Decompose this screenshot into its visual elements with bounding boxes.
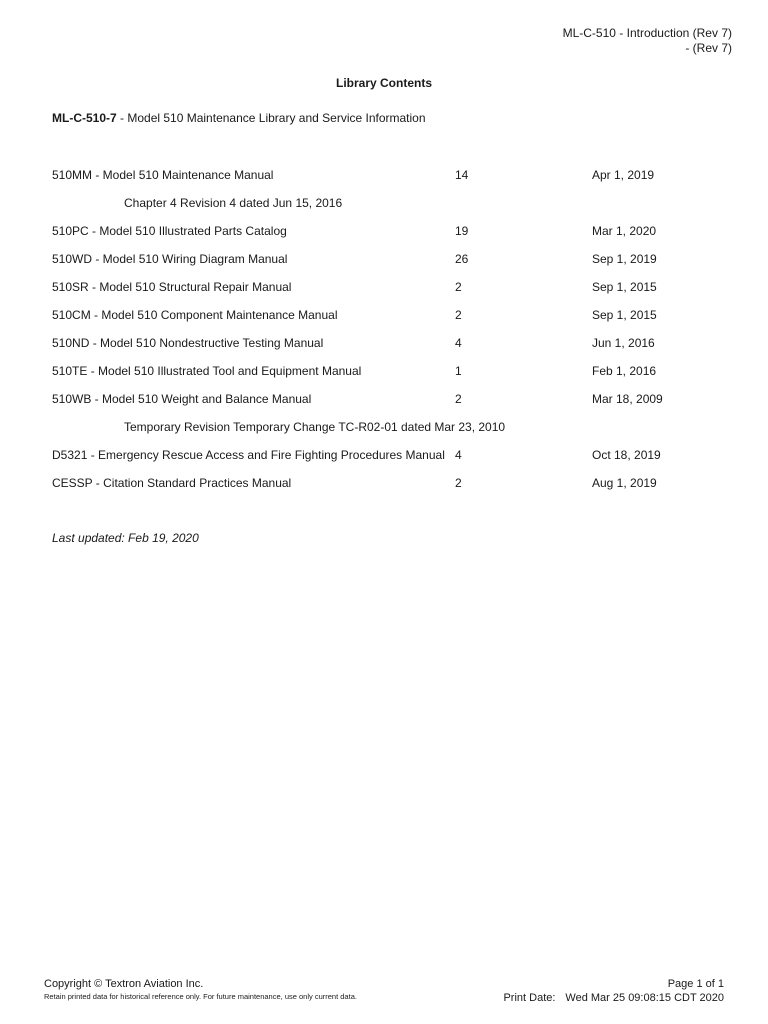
manual-date: Mar 18, 2009: [592, 392, 663, 406]
footer-right: [503, 977, 724, 1005]
manual-revision: 2: [455, 280, 462, 294]
manual-date: Sep 1, 2015: [592, 308, 657, 322]
manual-revision: 4: [455, 448, 462, 462]
manual-revision: 26: [455, 252, 469, 266]
list-item: [0, 245, 768, 273]
library-code: ML-C-510-7: [52, 111, 117, 125]
manual-revision: 4: [455, 336, 462, 350]
manual-date: Mar 1, 2020: [592, 224, 657, 238]
list-item-note: [0, 413, 768, 441]
manual-name: CESSP - Citation Standard Practices Manual: [52, 476, 292, 490]
list-item: [0, 161, 768, 189]
manual-name: 510CM - Model 510 Component Maintenance Manual: [52, 308, 338, 322]
last-updated: Last updated: Feb 19, 2020: [52, 531, 199, 545]
retention-notice: Retain printed data for historical reference only. For future maintenance, use only current data.: [44, 992, 357, 1001]
manual-name: 510MM - Model 510 Maintenance Manual: [52, 168, 274, 182]
manual-date: Sep 1, 2019: [592, 252, 657, 266]
document-reference: [563, 26, 732, 56]
copyright-notice: Copyright © Textron Aviation Inc.: [44, 978, 204, 990]
manual-date: Aug 1, 2019: [592, 476, 657, 490]
list-item: [0, 329, 768, 357]
library-heading: [52, 111, 426, 125]
manual-date: Jun 1, 2016: [592, 336, 655, 350]
list-item: [0, 301, 768, 329]
footer-left: [44, 977, 357, 1003]
print-date-value: Wed Mar 25 09:08:15 CDT 2020: [565, 992, 724, 1004]
list-item: [0, 273, 768, 301]
list-item: [0, 441, 768, 469]
print-date-label: Print Date:: [503, 992, 556, 1004]
manual-name: D5321 - Emergency Rescue Access and Fire Fighting Procedures Manual: [52, 448, 445, 462]
document-reference-line-1: ML-C-510 - Introduction (Rev 7): [562, 26, 732, 40]
list-item: [0, 357, 768, 385]
manual-revision: 2: [455, 308, 462, 322]
manual-name: 510WD - Model 510 Wiring Diagram Manual: [52, 252, 288, 266]
manual-date: Sep 1, 2015: [592, 280, 657, 294]
list-item: [0, 469, 768, 497]
manual-revision: 1: [455, 364, 462, 378]
list-item-note: [0, 189, 768, 217]
manual-revision: 2: [455, 476, 462, 490]
library-description: - Model 510 Maintenance Library and Service Information: [116, 111, 426, 125]
revision-note: Temporary Revision Temporary Change TC-R02-01 dated Mar 23, 2010: [124, 420, 506, 434]
manual-name: 510ND - Model 510 Nondestructive Testing Manual: [52, 336, 324, 350]
manual-revision: 2: [455, 392, 462, 406]
manual-revision: 14: [455, 168, 469, 182]
manual-name: 510PC - Model 510 Illustrated Parts Catalog: [52, 224, 287, 238]
manual-name: 510WB - Model 510 Weight and Balance Manual: [52, 392, 312, 406]
manual-date: Oct 18, 2019: [592, 448, 661, 462]
page-number: Page 1 of 1: [667, 978, 724, 990]
list-item: [0, 385, 768, 413]
manual-date: Apr 1, 2019: [592, 168, 655, 182]
list-item: [0, 217, 768, 245]
document-reference-line-2: - (Rev 7): [685, 41, 732, 55]
manual-date: Feb 1, 2016: [592, 364, 657, 378]
library-contents-list: [0, 161, 768, 497]
print-date-line: [503, 991, 724, 1005]
manual-name: 510TE - Model 510 Illustrated Tool and Equipment Manual: [52, 364, 362, 378]
manual-name: 510SR - Model 510 Structural Repair Manual: [52, 280, 292, 294]
revision-note: Chapter 4 Revision 4 dated Jun 15, 2016: [124, 196, 343, 210]
manual-revision: 19: [455, 224, 469, 238]
page-title: Library Contents: [335, 76, 432, 90]
